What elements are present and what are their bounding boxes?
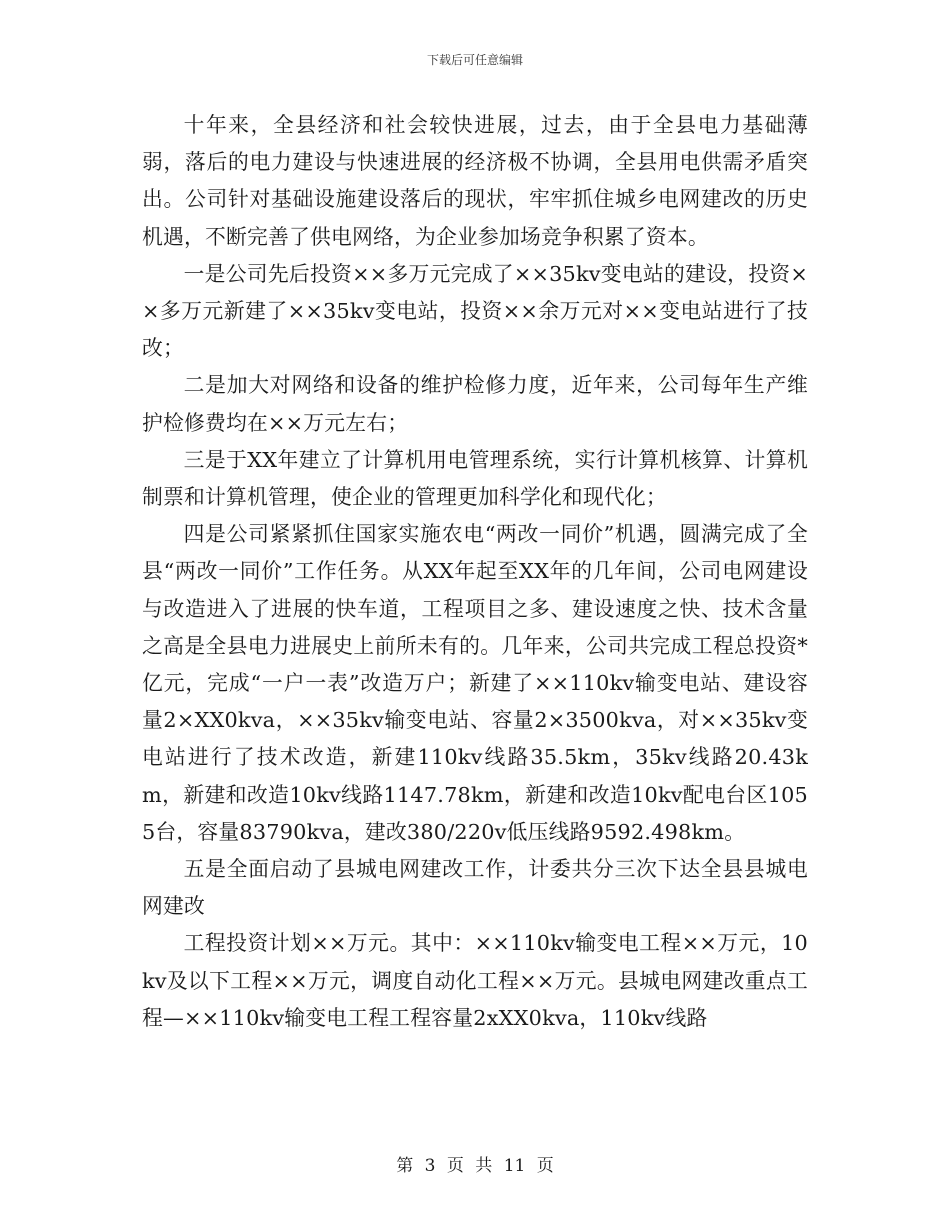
document-body (142, 107, 808, 1037)
paragraph-point-2: 二是加大对网络和设备的维护检修力度，近年来，公司每年生产维护检修费均在××万元左右； (142, 373, 808, 435)
page-header: 下载后可任意编辑 (426, 53, 523, 67)
paragraph-point-5: 五是全面启动了县城电网建改工作，计委共分三次下达全县县城电网建改 (142, 857, 808, 919)
paragraph-intro: 十年来，全县经济和社会较快进展，过去，由于全县电力基础薄弱，落后的电力建设与快速进展的经济极不协调，全县用电供需矛盾突出。公司针对基础设施建设落后的现状，牢牢抓住城乡电网建改的历史机遇，不断完善了供电网络，为企业参加场竞争积累了资本。 (142, 113, 808, 249)
paragraph-point-4: 四是公司紧紧抓住国家实施农电“两改一同价”机遇，圆满完成了全县“两改一同价”工作任务。从XX年起至XX年的几年间，公司电网建设与改造进入了进展的快车道，工程项目之多、建设速度之快、技术含量之高是全县电力进展史上前所未有的。几年来，公司共完成工程总投资*亿元，完成“一户一表”改造万户；新建了××110kv输变电站、建设容量2×XX0kva，××35kv输变电站、容量2×3500kva，对××35kv变电站进行了技术改造，新建110kv线路35.5km，35kv线路20.43km，新建和改造10kv线路1147.78km，新建和改造10kv配电台区1055台，容量83790kva，建改380/220v低压线路9592.498km。 (142, 522, 808, 844)
paragraph-point-3: 三是于XX年建立了计算机用电管理系统，实行计算机核算、计算机制票和计算机管理，使企业的管理更加科学化和现代化； (142, 447, 808, 510)
paragraph-investment-plan: 工程投资计划××万元。其中：××110kv输变电工程××万元，10kv及以下工程××万元，调度自动化工程××万元。县城电网建改重点工程—××110kv输变电工程工程容量2xXX0kva，110kv线路 (142, 931, 808, 1030)
paragraph-point-1: 一是公司先后投资××多万元完成了××35kv变电站的建设，投资××多万元新建了××35kv变电站，投资××余万元对××变电站进行了技改； (142, 261, 808, 361)
page-number: 第 3 页 共 11 页 (396, 1156, 554, 1176)
